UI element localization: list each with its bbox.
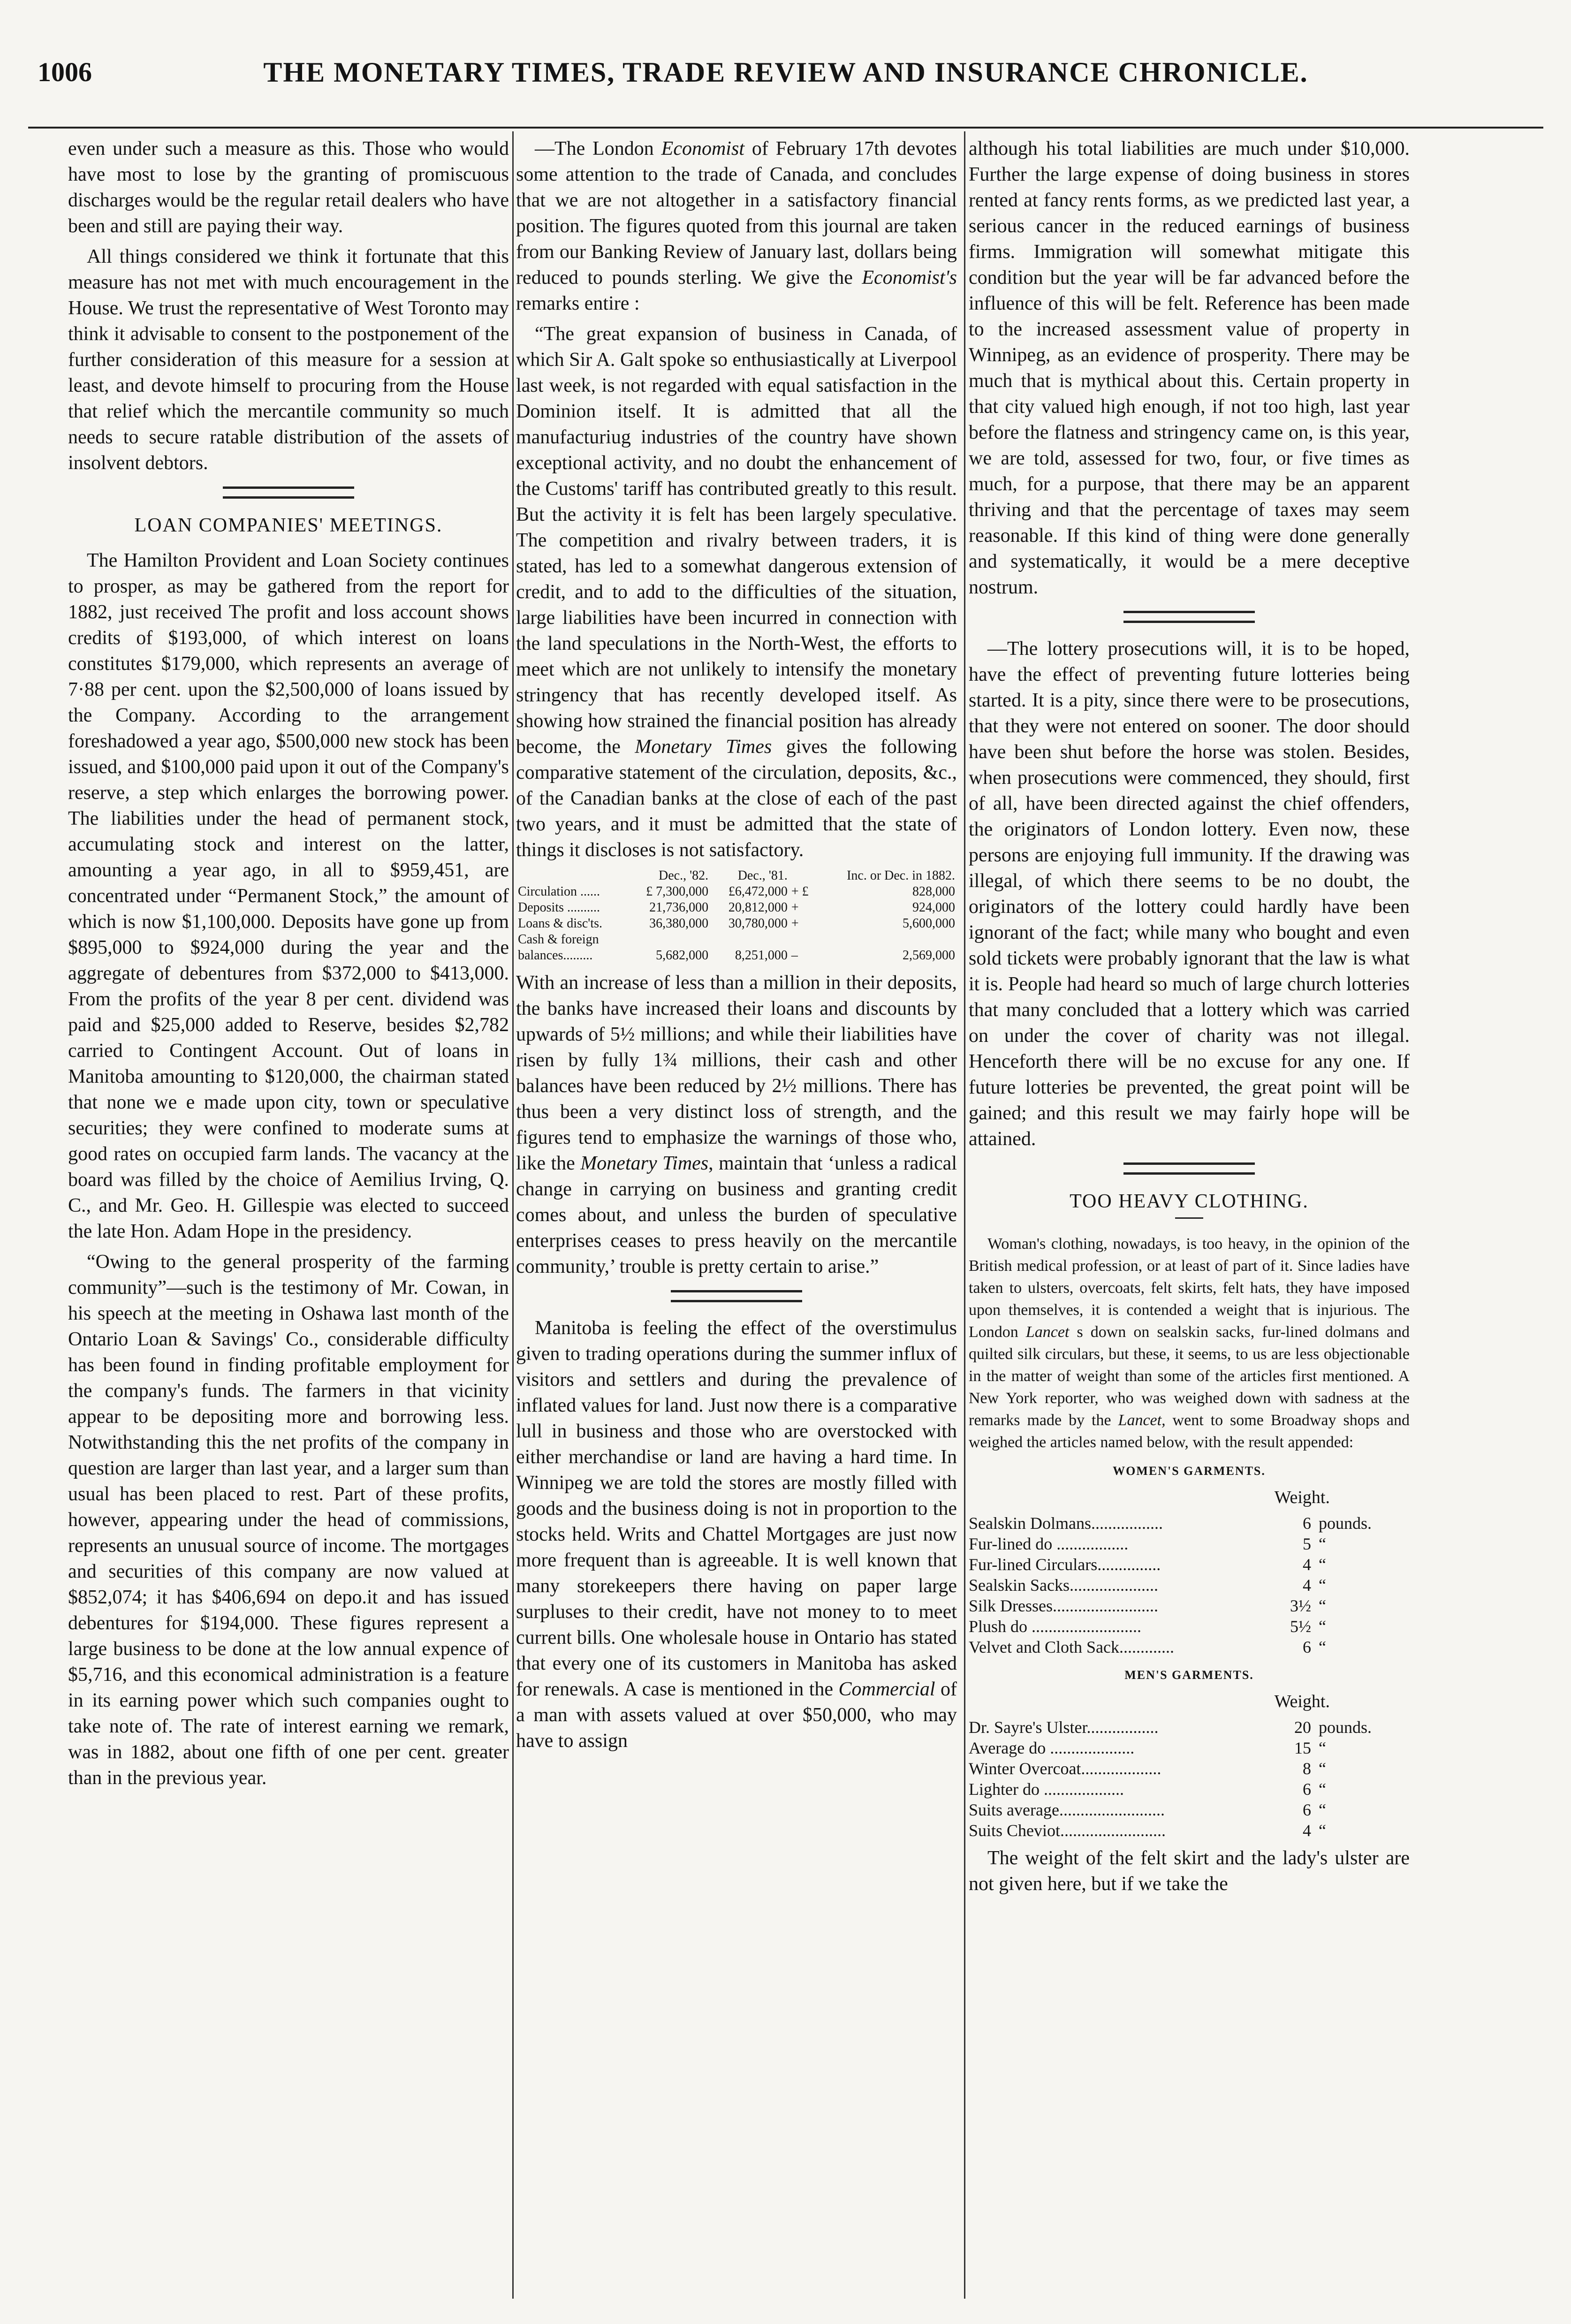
paragraph	[969, 1233, 1410, 1453]
text-run: “The great expansion of business in Canada, of which Sir A. Galt spoke so enthusiastically at Liverpool last week, is not regarded with equal satisfaction in the Dominion itself. It is admitted that all the manufacturiug industries of the country have shown exceptional activity, and no doubt the enhancement of the Customs' tariff has contributed greatly to this result. But the activity it is felt has been largely speculative. The competition and rivalry between traders, it is stated, has led to a somewhat dangerous extension of credit, and to add to the difficulties of the situation, large liabilities have been incurred in connection with the land speculations in the North-West, the efforts to meet which are not unlikely to intensify the monetary stringency that has recently developed itself. As showing how strained the financial position has already become, the	[516, 323, 957, 758]
womens-garments-table	[969, 1513, 1410, 1657]
text-run: of a man with assets valued at over $50,000, who may have to assign	[516, 1678, 957, 1752]
table-cell: +	[791, 916, 799, 931]
row-label: Deposits ..........	[518, 900, 600, 915]
paragraph	[516, 970, 957, 1280]
paragraph	[516, 321, 957, 863]
table-row	[969, 1717, 1410, 1738]
table-cell: 20,812,000	[728, 900, 788, 915]
text-run: s down on sealskin sacks, fur-lined dolmans and quilted silk circulars, but these, it seems, to us are less objectionable in the matter of weight than some of the articles first mentioned. A New York reporter, who was weighed down with sadness at the remarks made by the	[969, 1323, 1410, 1429]
column-divider-2	[964, 131, 965, 2299]
paragraph: —The lottery prosecutions will, it is to be hoped, have the effect of preventing future lotteries being started. It is a pity, since there were to be prosecutions, that they were not entered on sooner. The door should have been shut before the horse was stolen. Besides, when prosecutions were commenced, they should, first of all, have been directed against the chief offenders, the originators of London lottery. Even now, these persons are enjoying full immunity. If the drawing was illegal, of which there seems to be no doubt, the originators of the lottery could hardly have been ignorant of the fact; while many who bought and even sold tickets were probably ignorant that the law is what it is. People had heard so much of large church lotteries that many concluded that a lottery which was carried on under the cover of charity was not illegal. Henceforth there will be no excuse for any one. If future lotteries be prevented, the great point will be gained; and this result we may fairly hope will be attained.	[969, 638, 1410, 1150]
paragraph: “Owing to the general prosperity of the farming community”—such is the testimony of Mr. Cowan, in his speech at the meeting in Oshawa last month of the Ontario Loan & Savings' Co., considerable difficulty has been found in finding profitable employment for the company's funds. The farmers in that vicinity appear to be depositing more and borrowing less. Notwithstanding this the net profits of the company in question are larger than last year, and a larger sum than usual has been placed to rest. Part of these profits, however, appearing under the head of commissions, represents an unusual source of income. The mortgages and securities of this company are now valued at $852,074; it has $406,694 on depo.it and has issued debentures for $194,000. These figures represent a large business to be done at the low annual expence of $5,716, and this economical administration is a feature in its earning power which such companies ought to take note of. The rate of interest earning we remark, was in 1882, about one fifth of one per cent. greater than in the previous year.	[68, 1251, 509, 1789]
garment-name: Fur-lined do .................	[969, 1534, 1129, 1553]
garment-unit: “	[1319, 1800, 1326, 1819]
table-row	[516, 884, 957, 900]
table-row	[969, 1513, 1410, 1534]
row-label: Loans & disc'ts.	[518, 916, 603, 931]
table-cell: 36,380,000	[649, 916, 709, 931]
garment-name: Suits average.........................	[969, 1800, 1165, 1819]
garment-unit: “	[1319, 1638, 1326, 1656]
table-row	[969, 1758, 1410, 1779]
table-header-cell: Dec., '82.	[659, 868, 709, 883]
garment-weight: 6	[1303, 1780, 1311, 1799]
table-row	[969, 1595, 1410, 1616]
column-divider-1	[512, 131, 514, 2299]
garment-weight: 4	[1303, 1576, 1311, 1595]
weight-column-label: Weight.	[1274, 1488, 1330, 1507]
garment-weight: 6	[1303, 1514, 1311, 1533]
table-cell: 5,600,000	[903, 916, 955, 931]
garment-weight: 3½	[1290, 1596, 1311, 1615]
table-cell: + £	[791, 884, 809, 899]
garment-name: Winter Overcoat...................	[969, 1759, 1161, 1778]
italic-run: Economist's	[862, 267, 957, 289]
paragraph	[516, 1315, 957, 1754]
column-3	[969, 136, 1410, 1902]
table-cell	[710, 932, 789, 948]
text-run: Woman's clothing, nowadays, is too heavy, in the opinion of the British medical profession, or at least of part of it. Since ladies have taken to ulsters, overcoats, felt skirts, felt hats, they have imposed upon themselves, it is contended a weight that is injurious. The London	[969, 1235, 1410, 1341]
garment-name: Average do ....................	[969, 1739, 1135, 1757]
text-run: of February 17th devotes some attention to the trade of Canada, and concludes that we are not altogether in a satisfactory financial position. The figures quoted from this journal are taken from our Banking Review of January last, dollars being reduced to pounds sterling. We give the	[516, 138, 957, 289]
table-cell: 30,780,000	[728, 916, 788, 931]
table-cell	[816, 932, 957, 948]
garment-unit: “	[1319, 1617, 1326, 1636]
garment-weight: 6	[1303, 1800, 1311, 1819]
garment-name: Lighter do ...................	[969, 1780, 1124, 1799]
row-label: Cash & foreign	[518, 932, 599, 947]
section-divider	[223, 486, 354, 499]
heading-rule	[1175, 1217, 1203, 1219]
womens-garments-title: WOMEN'S GARMENTS.	[1113, 1464, 1266, 1478]
column-1	[68, 136, 509, 1796]
garment-weight: 20	[1294, 1718, 1311, 1737]
table-row	[516, 948, 957, 964]
garment-name: Sealskin Sacks.....................	[969, 1576, 1158, 1595]
text-run: With an increase of less than a million in their deposits, the banks have increased their loans and discounts by upwards of 5½ millions; and while their liabilities have risen by fully 1¾ millions, their cash and other balances have been reduced by 2½ millions. There has thus been a very distinct loss of strength, and the figures tend to emphasize the warnings of those who, like the	[516, 972, 957, 1174]
table-row	[969, 1554, 1410, 1575]
italic-run: Monetary Times	[635, 736, 772, 758]
italic-run: Monetary Times	[580, 1153, 709, 1174]
table-header-cell	[516, 868, 627, 884]
header-rule	[28, 127, 1543, 129]
bank-statement-table	[516, 868, 957, 964]
garment-unit: “	[1319, 1821, 1326, 1840]
page-number: 1006	[38, 57, 92, 87]
text-run: went to some Broadway shops and weighed the articles named below, with the result appended:	[969, 1412, 1410, 1451]
table-header-row	[516, 868, 957, 884]
italic-run: Lancet,	[1118, 1412, 1166, 1429]
table-cell: 828,000	[912, 884, 955, 899]
garment-name: Sealskin Dolmans.................	[969, 1514, 1163, 1533]
table-cell: 924,000	[912, 900, 955, 915]
garment-unit: “	[1319, 1596, 1326, 1615]
garment-name: Plush do ..........................	[969, 1617, 1142, 1636]
garment-name: Suits Cheviot.........................	[969, 1821, 1166, 1840]
masthead-title: THE MONETARY TIMES, TRADE REVIEW AND INSURANCE CHRONICLE.	[263, 57, 1308, 88]
italic-run: Economist	[661, 138, 744, 159]
paragraph: All things considered we think it fortunate that this measure has not met with much encouragement in the House. We trust the representative of West Toronto may think it advisable to consent to the postponement of the further consideration of this measure for a session at least, and devote himself to procuring from the House that relief which the mercantile community so much needs to secure ratable distribution of the assets of insolvent debtors.	[68, 246, 509, 474]
garment-weight: 4	[1303, 1555, 1311, 1574]
section-heading: LOAN COMPANIES' MEETINGS.	[134, 515, 443, 536]
table-row	[516, 900, 957, 916]
garment-weight: 6	[1303, 1638, 1311, 1656]
text-run: Manitoba is feeling the effect of the overstimulus given to trading operations during the summer influx of visitors and settlers and during the prevalence of inflated values for land. Just now there is a comparative lull in business and those who are overstocked with either merchandise or land are having a hard time. In Winnipeg we are told the stores are mostly filled with goods and the business doing is not in proportion to the stocks held. Writs and Chattel Mortgages are just now more frequent than is agreeable. It is well known that many storekeepers there having on paper large surpluses to their credit, have not money to to meet current bills. One wholesale house in Ontario has stated that every one of its customers in Manitoba has asked for renewals. A case is mentioned in the	[516, 1317, 957, 1700]
garment-name: Silk Dresses.........................	[969, 1596, 1158, 1615]
table-cell	[789, 932, 816, 948]
garment-name: Velvet and Cloth Sack.............	[969, 1638, 1174, 1656]
table-cell: £6,472,000	[728, 884, 788, 899]
garment-unit: “	[1319, 1534, 1326, 1553]
table-row	[969, 1575, 1410, 1595]
text-run: , maintain that ‘unless a radical change in carrying on business and granting credit comes about, and unless the burden of speculative enterprises ceases to press heavily on the mercantile community,’ trouble is pretty certain to arise.”	[516, 1153, 957, 1277]
garment-unit: “	[1319, 1576, 1326, 1595]
paragraph	[516, 136, 957, 317]
garment-unit: pounds.	[1319, 1514, 1372, 1533]
table-cell: –	[791, 948, 798, 963]
garment-unit: “	[1319, 1759, 1326, 1778]
garment-unit: “	[1319, 1739, 1326, 1757]
garment-name: Dr. Sayre's Ulster.................	[969, 1718, 1159, 1737]
paragraph: The weight of the felt skirt and the lady's ulster are not given here, but if we take the	[969, 1847, 1410, 1895]
table-cell: 2,569,000	[903, 948, 955, 963]
table-cell: £ 7,300,000	[646, 884, 709, 899]
table-row	[516, 932, 957, 948]
table-cell	[627, 932, 710, 948]
mens-garments-table	[969, 1717, 1410, 1841]
table-row	[969, 1779, 1410, 1800]
column-2	[516, 136, 957, 1759]
weight-column-label: Weight.	[1274, 1692, 1330, 1711]
garment-unit: pounds.	[1319, 1718, 1372, 1737]
garment-weight: 8	[1303, 1759, 1311, 1778]
table-row	[969, 1637, 1410, 1657]
table-row	[969, 1820, 1410, 1841]
garment-weight: 4	[1303, 1821, 1311, 1840]
section-divider	[1123, 1162, 1255, 1175]
text-run: —The London	[535, 138, 661, 159]
table-header-cell: Dec., '81.	[737, 868, 788, 883]
text-run: gives the following comparative statement of the circulation, deposits, &c., of the Canadian banks at the close of each of the past two years, and it must be admitted that the state of things it discloses is not satisfactory.	[516, 736, 957, 861]
page-header	[28, 33, 1543, 103]
garment-weight: 5	[1303, 1534, 1311, 1553]
paragraph: even under such a measure as this. Those who would have most to lose by the granting of promiscuous discharges would be the regular retail dealers who have been and still are paying their way.	[68, 138, 509, 237]
section-divider	[1123, 611, 1255, 623]
text-run: remarks entire :	[516, 293, 640, 314]
garment-unit: “	[1319, 1555, 1326, 1574]
paragraph: The Hamilton Provident and Loan Society continues to prosper, as may be gathered from the report for 1882, just received The profit and loss account shows credits of $193,000, of which interest on loans constitutes $179,000, which represents an average of 7·88 per cent. upon the $2,500,000 of loans issued by the Company. According to the arrangement foreshadowed a year ago, $500,000 new stock has been issued, and $100,000 paid upon it out of the Company's reserve, a step which enlarges the borrowing power. The liabilities under the head of permanent stock, accumulating stock and interest on the latter, amounting a year ago, in all to $959,451, are concentrated under “Permanent Stock,” the amount of which is now $1,100,000. Deposits have gone up from $895,000 to $924,000 during the year and the aggregate of debentures from $372,000 to $413,000. From the profits of the year 8 per cent. dividend was paid and $25,000 added to Reserve, besides $2,782 carried to Contingent Account. Out of loans in Manitoba amounting to $120,000, the chairman stated that none we e made upon city, town or speculative securities; they were confined to moderate sums at good rates on occupied farm lands. The vacancy at the board was filled by the choice of Aemilius Irving, Q. C., and Mr. Geo. H. Gillespie was elected to succeed the late Hon. Adam Hope in the presidency.	[68, 550, 509, 1242]
garment-weight: 5½	[1290, 1617, 1311, 1636]
table-row	[516, 916, 957, 932]
table-cell: 5,682,000	[656, 948, 709, 963]
table-row	[969, 1534, 1410, 1554]
table-cell: +	[791, 900, 799, 915]
row-label: balances.........	[518, 948, 593, 963]
section-heading: TOO HEAVY CLOTHING.	[1070, 1191, 1309, 1212]
table-row	[969, 1800, 1410, 1820]
garment-weight: 15	[1294, 1739, 1311, 1757]
mens-garments-title: MEN'S GARMENTS.	[1124, 1668, 1254, 1682]
table-cell: 8,251,000	[735, 948, 788, 963]
table-header-cell: Inc. or Dec. in 1882.	[847, 868, 955, 883]
table-row	[969, 1616, 1410, 1637]
section-divider	[671, 1290, 802, 1302]
row-label: Circulation ......	[518, 884, 600, 899]
table-row	[969, 1738, 1410, 1758]
table-cell: 21,736,000	[649, 900, 709, 915]
table-header-cell	[789, 868, 816, 884]
garment-name: Fur-lined Circulars...............	[969, 1555, 1161, 1574]
paragraph: although his total liabilities are much under $10,000. Further the large expense of doing business in stores rented at fancy rents forms, as we predicted last year, a serious cancer in the reduced earnings of business firms. Immigration will somewhat mitigate this condition but the year will be far advanced before the influence of this will be felt. Reference has been made to the increased assessment value of property in Winnipeg, as an evidence of prosperity. There may be much that is mythical about this. Certain property in that city valued high enough, if not too high, last year before the flatness and stringency came on, is this year, we are told, assessed for two, four, or five times as much, for a purpose, that there may be an apparent thriving and that the percentage of taxes may seem reasonable. If this kind of thing were done generally and systematically, it would be a mere deceptive nostrum.	[969, 138, 1410, 598]
italic-run: Commercial	[838, 1678, 935, 1700]
garment-unit: “	[1319, 1780, 1326, 1799]
italic-run: Lancet	[1025, 1323, 1070, 1341]
